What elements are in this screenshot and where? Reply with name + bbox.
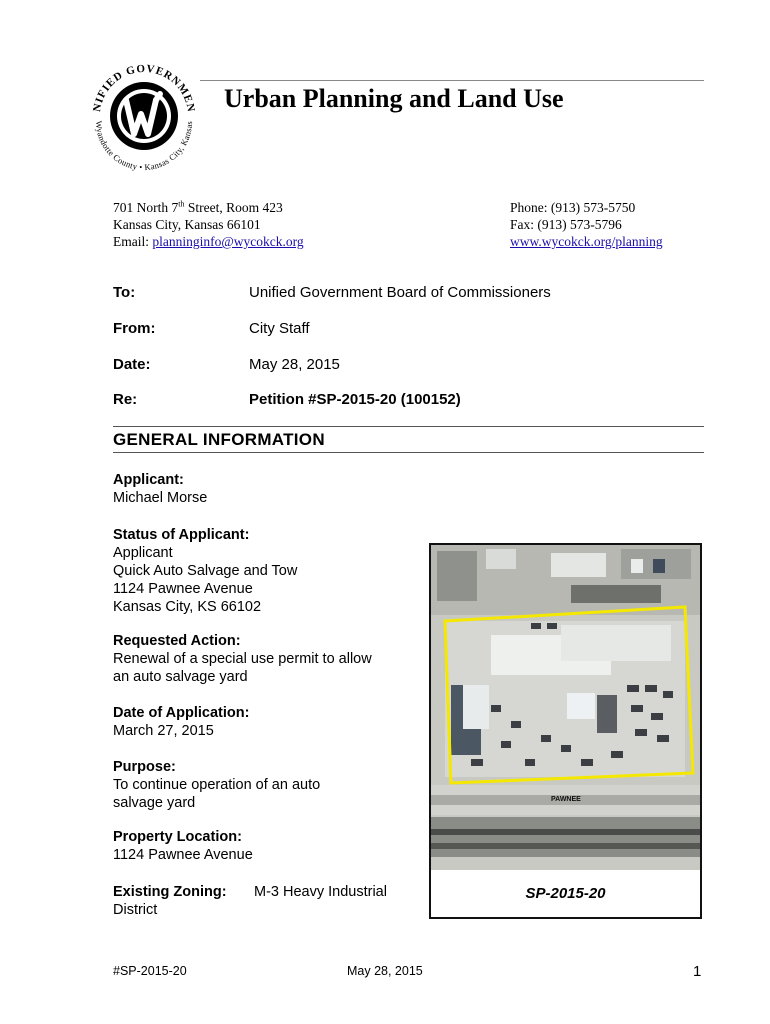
svg-text:Wyandotte County • Kansas City: Wyandotte County • Kansas City, Kansas (93, 120, 195, 173)
street-label: PAWNEE (551, 796, 581, 803)
phone-number: Phone: (913) 573-5750 (510, 200, 636, 215)
re-label: Re: (113, 391, 138, 408)
existing-zoning-continued: District (113, 902, 158, 918)
existing-zoning-label: Existing Zoning: (113, 884, 227, 900)
to-label: To: (113, 284, 136, 301)
from-value: City Staff (249, 320, 310, 337)
fax-number: Fax: (913) 573-5796 (510, 217, 622, 232)
office-contact (510, 199, 663, 250)
footer-petition-number: #SP-2015-20 (113, 964, 187, 978)
status-field (113, 526, 403, 616)
from-label: From: (113, 320, 156, 337)
re-value: Petition #SP-2015-20 (100152) (249, 391, 461, 408)
status-line: 1124 Pawnee Avenue (113, 581, 253, 597)
requested-action-line: an auto salvage yard (113, 669, 248, 685)
unified-government-seal-logo (84, 56, 204, 176)
date-value: May 28, 2015 (249, 356, 340, 373)
property-location-label: Property Location: (113, 829, 242, 845)
status-line: Quick Auto Salvage and Tow (113, 563, 298, 579)
website-link[interactable]: www.wycokck.org/planning (510, 234, 663, 249)
section-rule-top (113, 426, 704, 427)
applicant-value: Michael Morse (113, 490, 208, 506)
property-location-field (113, 828, 403, 864)
requested-action-line: Renewal of a special use permit to allow (113, 651, 372, 667)
page-number: 1 (693, 963, 702, 980)
purpose-line: To continue operation of an auto (113, 777, 321, 793)
date-label: Date: (113, 356, 151, 373)
status-line: Kansas City, KS 66102 (113, 599, 262, 615)
email-link[interactable]: planninginfo@wycokck.org (152, 234, 304, 249)
purpose-label: Purpose: (113, 759, 176, 775)
application-date-field (113, 704, 403, 740)
applicant-field (113, 471, 403, 507)
to-value: Unified Government Board of Commissioners (249, 284, 551, 301)
page-title: Urban Planning and Land Use (224, 84, 564, 113)
svg-text:UNIFIED GOVERNMENT: NIFIED GOVERNMEN (91, 62, 197, 114)
existing-zoning-value: M-3 Heavy Industrial (254, 884, 387, 900)
office-address (113, 199, 304, 250)
application-date-value: March 27, 2015 (113, 723, 214, 739)
requested-action-field (113, 632, 403, 686)
existing-zoning-field (113, 883, 243, 919)
map-caption: SP-2015-20 (525, 885, 606, 902)
application-date-label: Date of Application: (113, 705, 250, 721)
aerial-photo (431, 545, 700, 870)
footer-date: May 28, 2015 (347, 964, 423, 978)
requested-action-label: Requested Action: (113, 633, 241, 649)
city-state-zip: Kansas City, Kansas 66101 (113, 217, 261, 232)
applicant-label: Applicant: (113, 472, 184, 488)
general-information-heading: GENERAL INFORMATION (113, 430, 325, 449)
section-rule-bottom (113, 452, 704, 453)
status-label: Status of Applicant: (113, 527, 250, 543)
status-line: Applicant (113, 545, 173, 561)
purpose-field (113, 758, 403, 812)
purpose-line: salvage yard (113, 795, 196, 811)
email-line: Email: planninginfo@wycokck.org (113, 234, 304, 249)
property-location-value: 1124 Pawnee Avenue (113, 847, 253, 863)
aerial-site-map (429, 543, 702, 919)
street-address: 701 North 7th Street, Room 423 (113, 199, 283, 215)
title-rule (200, 80, 704, 81)
